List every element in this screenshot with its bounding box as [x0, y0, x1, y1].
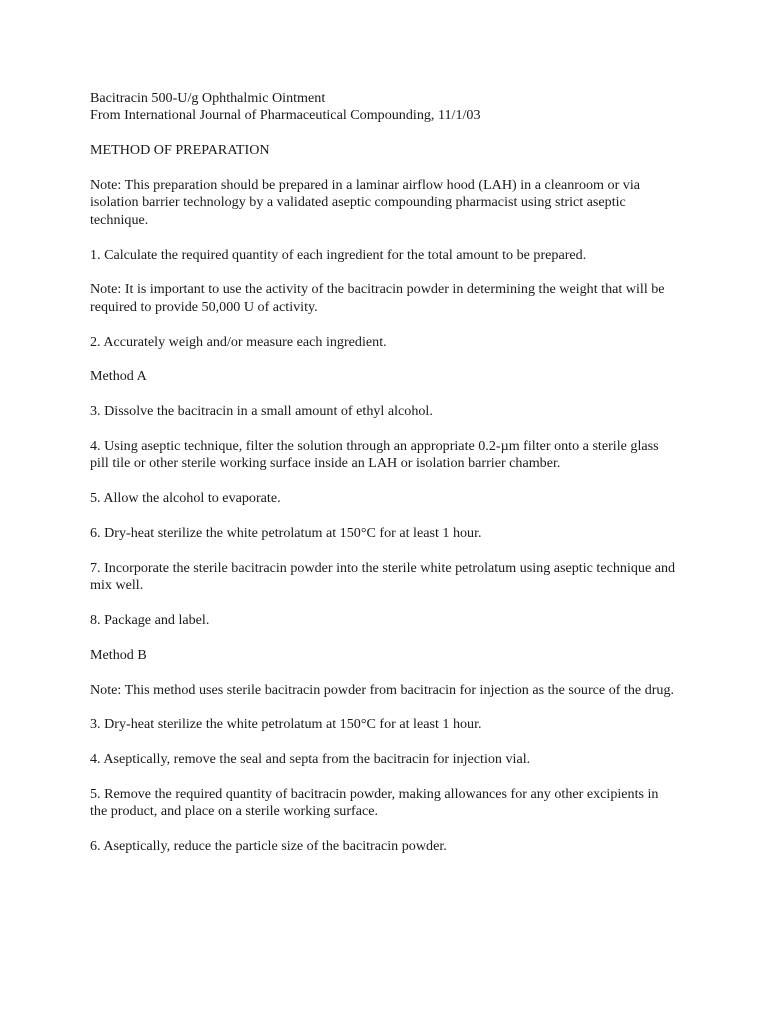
method-b-step-4: 4. Aseptically, remove the seal and septa from the bacitracin for injection vial. — [90, 751, 531, 768]
method-b-step-3: 3. Dry-heat sterilize the white petrolatum at 150°C for at least 1 hour. — [90, 716, 482, 733]
method-a-step-4: 4. Using aseptic technique, filter the solution through an appropriate 0.2-µm filter onto a sterile glass pill tile or other sterile working surface inside an LAH or isolation barrier chamber. — [90, 438, 659, 472]
step-1: 1. Calculate the required quantity of each ingredient for the total amount to be prepared. — [90, 246, 587, 263]
document-header — [90, 90, 678, 125]
method-b-step-5: 5. Remove the required quantity of bacitracin powder, making allowances for any other excipients in the product, and place on a sterile working surface. — [90, 785, 659, 820]
document-body — [90, 90, 678, 873]
method-b-heading: Method B — [90, 646, 147, 663]
method-a-step-6: 6. Dry-heat sterilize the white petrolatum at 150°C for at least 1 hour. — [90, 525, 482, 541]
document-source: From International Journal of Pharmaceutical Compounding, 11/1/03 — [90, 107, 481, 124]
method-a-step-8: 8. Package and label. — [90, 612, 210, 628]
section-heading: METHOD OF PREPARATION — [90, 142, 270, 159]
method-b-step-6: 6. Aseptically, reduce the particle size of the bacitracin powder. — [90, 838, 447, 855]
method-a-step-7: 7. Incorporate the sterile bacitracin powder into the sterile white petrolatum using aseptic technique and mix well. — [90, 559, 676, 594]
preparation-note: Note: This preparation should be prepared in a laminar airflow hood (LAH) in a cleanroom or via isolation barrier technology by a validated aseptic compounding pharmacist using strict aseptic technique. — [90, 177, 641, 228]
method-a-step-5: 5. Allow the alcohol to evaporate. — [90, 490, 281, 507]
step-2: 2. Accurately weigh and/or measure each ingredient. — [90, 333, 387, 350]
method-a-step-3: 3. Dissolve the bacitracin in a small amount of ethyl alcohol. — [90, 403, 433, 420]
activity-note: Note: It is important to use the activity of the bacitracin powder in determining the weight that will be required to provide 50,000 U of activity. — [90, 281, 665, 315]
document-title: Bacitracin 500-U/g Ophthalmic Ointment — [90, 90, 326, 106]
method-b-note: Note: This method uses sterile bacitracin powder from bacitracin for injection as the source of the drug. — [90, 681, 675, 698]
method-a-heading: Method A — [90, 368, 147, 385]
